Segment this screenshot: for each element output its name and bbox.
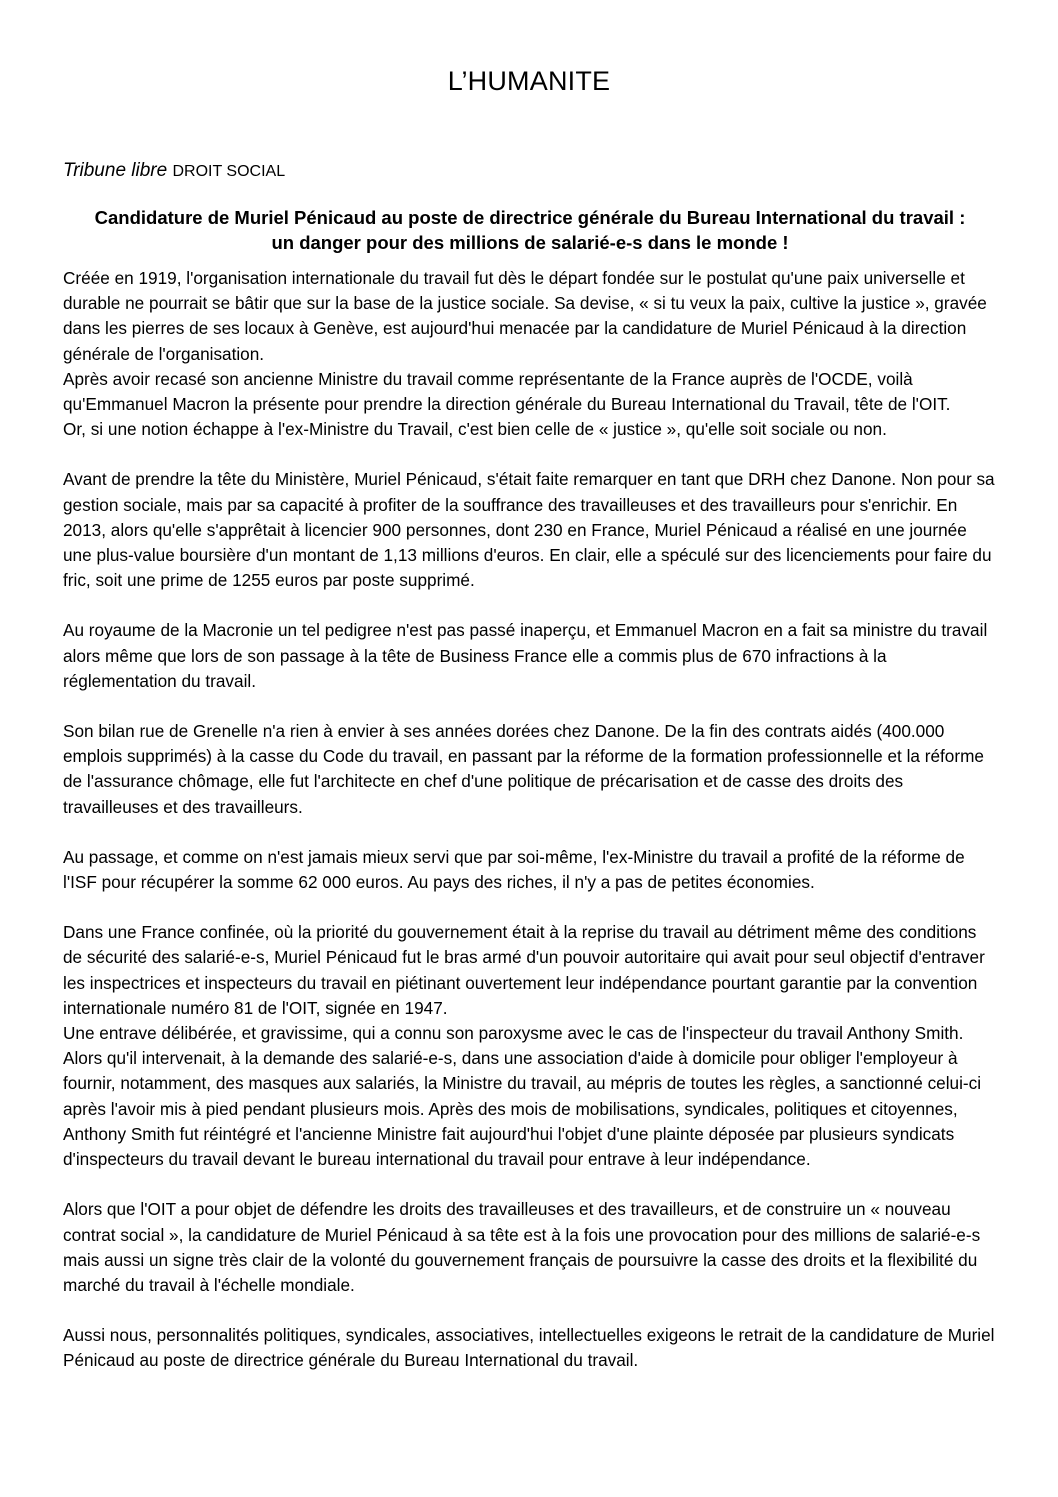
paragraph-isf: Au passage, et comme on n'est jamais mieux servi que par soi-même, l'ex-Ministre du travail a profité de la réforme de l'ISF pour récupérer la somme 62 000 euros. Au pays des riches, il n'y a pas de petites économies. — [63, 846, 965, 893]
paragraph-confinement: Dans une France confinée, où la priorité du gouvernement était à la reprise du travail au détriment même des conditions de sécurité des salarié-e-s, Muriel Pénicaud fut le bras armé d'un pouvoir autoritaire qui avait pour seul objectif d'entraver les inspectrices et inspecteurs du travail en piétinant ouvertement leur indépendance pourtant garantie par la convention internationale numéro 81 de l'OIT, signée en 1947. — [63, 922, 985, 1018]
paragraph-justice: Or, si une notion échappe à l'ex-Ministre du Travail, c'est bien celle de « justice », qu'elle soit sociale ou non. — [63, 419, 887, 440]
headline-line-1: Candidature de Muriel Pénicaud au poste de directrice générale du Bureau International du travail : — [94, 207, 966, 228]
paragraph-intro: Créée en 1919, l'organisation internationale du travail fut dès le départ fondée sur le postulat qu'une paix universelle et durable ne pourrait se bâtir que sur la base de la justice sociale. Sa devise, « si tu veux la paix, cultive la justice », gravée dans les pierres de ses locaux à Genève, est aujourd'hui menacée par la candidature de Muriel Pénicaud à la direction générale de l'organisation. — [63, 268, 987, 364]
article-rubric — [63, 160, 285, 182]
paragraph-anthony-smith: Une entrave délibérée, et gravissime, qui a connu son paroxysme avec le cas de l'inspecteur du travail Anthony Smith. Alors qu'il intervenait, à la demande des salarié-e-s, dans une association d'aide à domicile pour obliger l'employeur à fournir, notamment, des masques aux salariés, la Ministre du travail, au mépris de toutes les règles, a sanctionné celui-ci après l'avoir mis à pied pendant plusieurs mois. Après des mois de mobilisations, syndicales, politiques et citoyennes, Anthony Smith fut réintégré et l'ancienne Ministre fait aujourd'hui l'objet d'une plainte déposée par plusieurs syndicats d'inspecteurs du travail devant le bureau international du travail pour entrave à leur indépendance. — [63, 1023, 982, 1170]
paragraph-oit: Alors que l'OIT a pour objet de défendre les droits des travailleuses et des travailleurs, et de construire un « nouveau contrat social », la candidature de Muriel Pénicaud à sa tête est à la fois une provocation pour des millions de salarié-e-s mais aussi un signe très clair de la volonté du gouvernement français de poursuivre la casse des droits et la flexibilité du marché du travail à l'échelle mondiale. — [63, 1199, 981, 1295]
article-headline — [40, 205, 1020, 255]
rubric-label: Tribune libre — [63, 160, 168, 181]
paragraph-danone: Avant de prendre la tête du Ministère, Muriel Pénicaud, s'était faite remarquer en tant que DRH chez Danone. Non pour sa gestion sociale, mais par sa capacité à profiter de la souffrance des travailleuses et des travailleurs pour s'enrichir. En 2013, alors qu'elle s'apprêtait à licencier 900 personnes, dont 230 en France, Muriel Pénicaud a réalisé en une journée une plus-value boursière d'un montant de 1,13 millions d'euros. En clair, elle a spéculé sur des licenciements pour faire du fric, soit une prime de 1255 euros par poste supprimé. — [63, 469, 995, 591]
newspaper-masthead: L’HUMANITE — [447, 66, 611, 96]
article-body — [63, 266, 998, 1399]
headline-line-2: un danger pour des millions de salarié-e-s dans le monde ! — [271, 232, 789, 253]
paragraph-conclusion: Aussi nous, personnalités politiques, syndicales, associatives, intellectuelles exigeons le retrait de la candidature de Muriel Pénicaud au poste de directrice générale du Bureau International du travail. — [63, 1325, 995, 1371]
rubric-section: DROIT SOCIAL — [172, 163, 286, 180]
paragraph-macronie: Au royaume de la Macronie un tel pedigree n'est pas passé inaperçu, et Emmanuel Macron en a fait sa ministre du travail alors même que lors de son passage à la tête de Business France elle a commis plus de 670 infractions à la réglementation du travail. — [63, 620, 988, 691]
paragraph-ocde: Après avoir recasé son ancienne Ministre du travail comme représentante de la France auprès de l'OCDE, voilà qu'Emmanuel Macron la présente pour prendre la direction générale du Bureau International du Travail, tête de l'OIT. — [63, 368, 951, 415]
paragraph-bilan: Son bilan rue de Grenelle n'a rien à envier à ses années dorées chez Danone. De la fin des contrats aidés (400.000 emplois supprimés) à la casse du Code du travail, en passant par la réforme de la formation professionnelle et la réforme de l'assurance chômage, elle fut l'architecte en chef d'une politique de précarisation et de casse des droits des travailleuses et des travailleurs. — [63, 721, 984, 817]
